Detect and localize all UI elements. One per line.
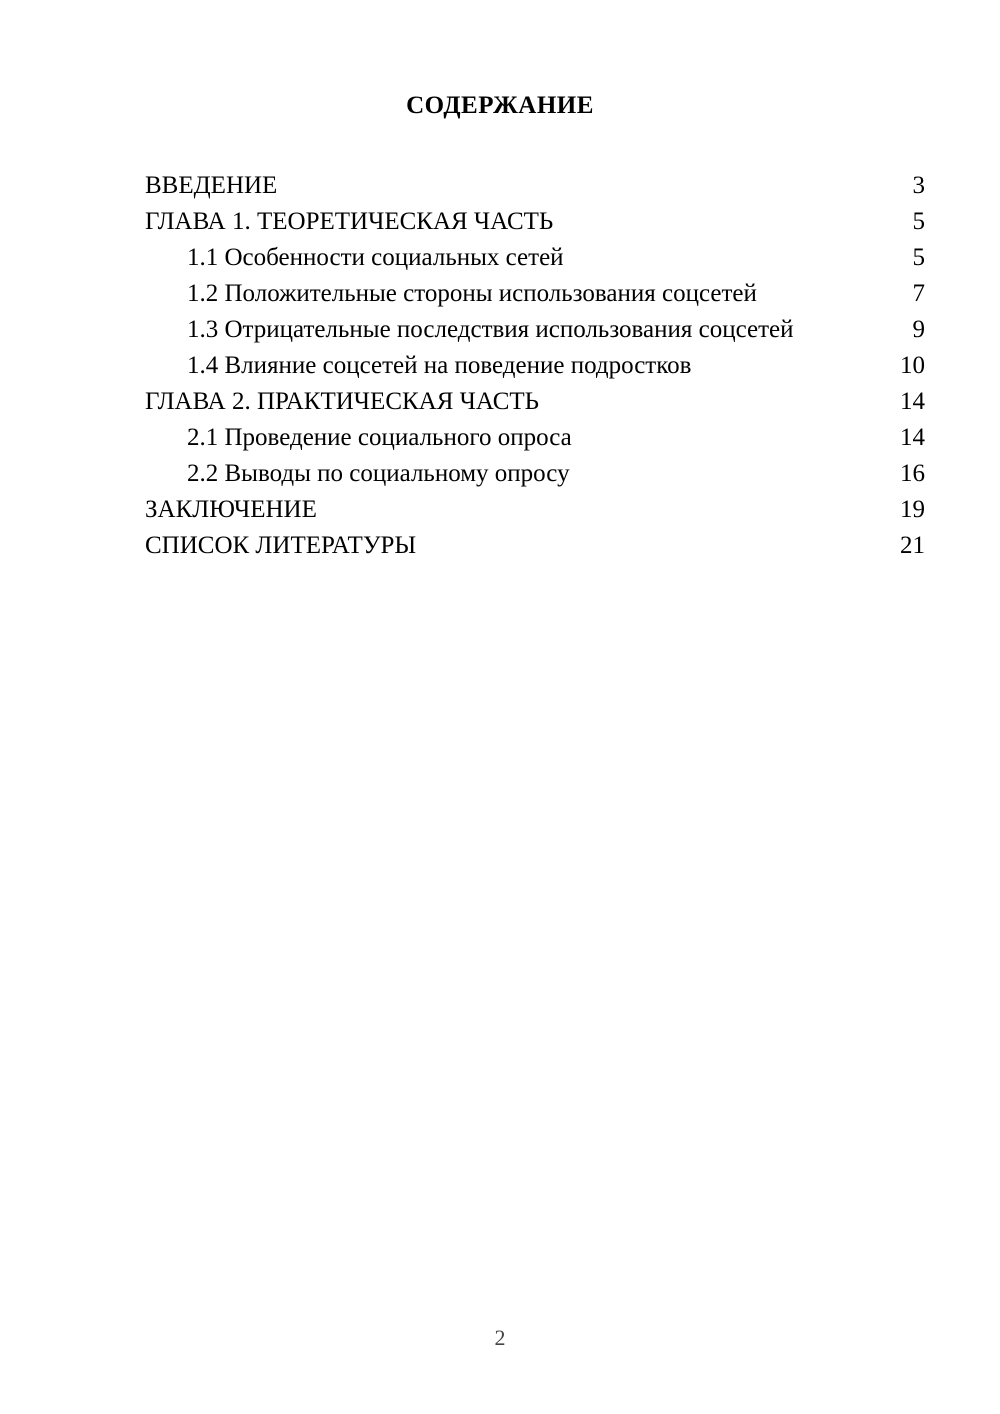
toc-entry-page: 19 [900,496,925,523]
toc-entry-label: 2.2 Выводы по социальному опросу [187,460,570,487]
toc-entry-label: ЗАКЛЮЧЕНИЕ [145,496,317,523]
toc-entry-page: 3 [912,172,925,199]
toc-entry-label: 1.1 Особенности социальных сетей [187,244,564,271]
toc-entry-page: 5 [912,208,925,235]
toc-entry-page: 5 [912,244,925,271]
toc-entry-label: ГЛАВА 2. ПРАКТИЧЕСКАЯ ЧАСТЬ [145,388,540,415]
toc-entry[interactable] [145,312,925,348]
toc-entry[interactable] [145,420,925,456]
toc-entry-label: СПИСОК ЛИТЕРАТУРЫ [145,532,417,559]
toc-entry[interactable] [145,204,925,240]
toc-entry-label: ГЛАВА 1. ТЕОРЕТИЧЕСКАЯ ЧАСТЬ [145,208,554,235]
toc-entry-page: 10 [900,352,925,379]
toc-entry-page: 14 [900,424,925,451]
toc-entry[interactable] [145,168,925,204]
toc-entry-label: 1.3 Отрицательные последствия использования соцсетей [187,316,794,343]
toc-entry-label: 1.4 Влияние соцсетей на поведение подростков [187,352,692,379]
toc-entry[interactable] [145,456,925,492]
toc-entry[interactable] [145,276,925,312]
toc-entry-page: 21 [900,532,925,559]
page-footer-number: 2 [494,1325,506,1350]
toc-entry-page: 16 [900,460,925,487]
toc-entry-label: 1.2 Положительные стороны использования соцсетей [187,280,757,307]
toc-entry[interactable] [145,528,925,564]
page-title: СОДЕРЖАНИЕ [406,92,594,119]
toc-entry[interactable] [145,348,925,384]
toc-entry-page: 9 [912,316,925,343]
toc-entry-page: 14 [900,388,925,415]
table-of-contents [145,168,925,564]
toc-entry[interactable] [145,492,925,528]
toc-entry[interactable] [145,384,925,420]
toc-entry[interactable] [145,240,925,276]
toc-entry-label: ВВЕДЕНИЕ [145,172,278,199]
toc-entry-label: 2.1 Проведение социального опроса [187,424,572,451]
toc-entry-page: 7 [912,280,925,307]
